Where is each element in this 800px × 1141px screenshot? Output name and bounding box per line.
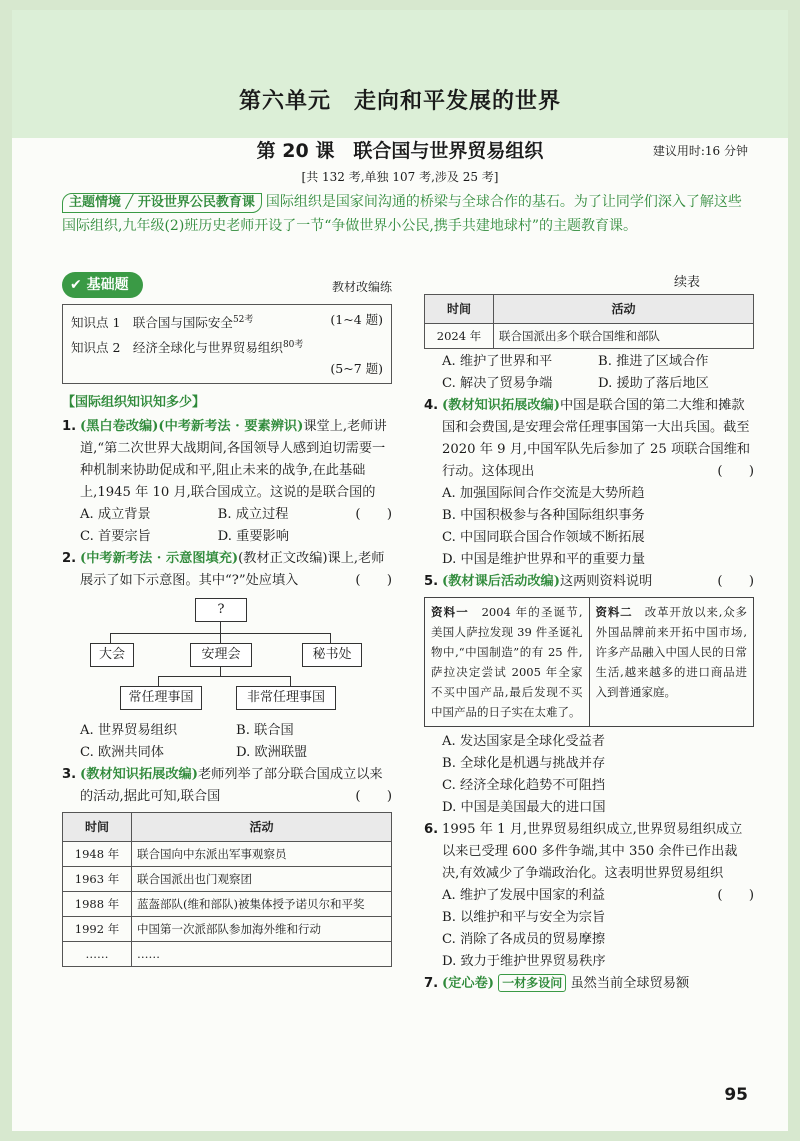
diagram-non-permanent-members: 非常任理事国 <box>236 686 336 710</box>
page-number: 95 <box>724 1085 748 1105</box>
option[interactable]: C. 欧洲共同体 <box>80 745 164 761</box>
option[interactable]: D. 致力于维护世界贸易秩序 <box>442 954 606 969</box>
diagram-general-assembly: 大会 <box>90 643 134 667</box>
section-title: 【国际组织知识知多少】 <box>62 395 206 411</box>
option[interactable]: C. 经济全球化趋势不可阻挡 <box>442 778 606 793</box>
question-6: 6. 1995 年 1 月,世界贸易组织成立,世界贸易组织成立以来已受理 600 多件争端,其中 350 余件已作出裁决,有效减少了争端政治化。这表明世界贸易组织 ( ) <box>424 822 754 903</box>
material-two: 资料二 改革开放以来,众多外国品牌前来开拓中国市场,许多产品融入中国人民的日常生活,越来越多的进口商品进入到普通家庭。 <box>589 598 754 726</box>
option[interactable]: D. 欧洲联盟 <box>236 745 308 761</box>
question-2: 2. (中考新考法 · 示意图填充)(教材正文改编)课上,老师展示了如下示意图。其中“?”处应填入 ( ) <box>62 551 392 589</box>
option[interactable]: D. 中国是美国最大的进口国 <box>442 800 606 815</box>
question-5: 5. (教材课后活动改编)这两则资料说明 ( ) <box>424 574 754 589</box>
option[interactable]: A. 发达国家是全球化受益者 <box>442 734 605 749</box>
table-header-time: 时间 <box>63 813 132 842</box>
diagram-security-council: 安理会 <box>190 643 252 667</box>
option[interactable]: A. 维护了世界和平 <box>442 354 553 369</box>
option[interactable]: B. 联合国 <box>236 723 294 739</box>
table-row: 1988 年 蓝盔部队(维和部队)被集体授予诺贝尔和平奖 <box>63 892 392 917</box>
diagram-permanent-members: 常任理事国 <box>120 686 202 710</box>
basic-badge: ✔ 基础题 <box>62 272 143 298</box>
question-5-options <box>424 731 754 819</box>
theme-context <box>62 190 752 238</box>
un-activities-table <box>62 812 392 967</box>
option[interactable]: C. 中国同联合国合作领域不断拓展 <box>442 530 645 545</box>
material-one: 资料一 2004 年的圣诞节,美国人萨拉发现 39 件圣诞礼物中,“中国制造”的有 25 件,萨拉决定尝试 2005 年全家不买中国产品,最后发现不买中国产品的日子实在太难了。 <box>431 605 583 719</box>
unit-title: 第六单元 走向和平发展的世界 <box>238 89 561 114</box>
knowledge-point-2-range: (5~7 题) <box>330 361 383 377</box>
option[interactable]: C. 解决了贸易争端 <box>442 376 553 391</box>
un-structure-diagram <box>90 598 350 716</box>
question-4: 4. (教材知识拓展改编)中国是联合国的第二大维和摊款国和会费国,是安理会常任理事国第一大出兵国。截至 2020 年 9 月,中国军队先后参加了 25 项联合国维和行动。这体现出 ( ) <box>424 398 754 479</box>
diagram-secretariat: 秘书处 <box>302 643 362 667</box>
question-1: 1. (黑白卷改编)(中考新考法 · 要素辨识)课堂上,老师讲道,“第二次世界大战期间,各国领导人感到迫切需要一种机制来协助促成和平,阻止未来的战争,在此基础上,1945 年 10 月,联合国成立。这说的是联合国的 ( ) <box>62 419 392 523</box>
basic-header <box>62 272 392 300</box>
option[interactable]: B. 中国积极参与各种国际组织事务 <box>442 508 645 523</box>
option[interactable]: D. 重要影响 <box>217 529 289 545</box>
option[interactable]: C. 首要宗旨 <box>80 529 151 545</box>
option[interactable]: A. 成立背景 <box>80 507 151 523</box>
unit-banner <box>12 10 788 138</box>
question-3: 3. (教材知识拓展改编)老师列举了部分联合国成立以来的活动,据此可知,联合国 ( ) <box>62 767 392 805</box>
question-6-options <box>424 885 717 973</box>
basic-note: 教材改编练 <box>331 280 392 294</box>
option[interactable]: D. 中国是维护世界和平的重要力量 <box>442 552 646 567</box>
table-header-activity: 活动 <box>132 813 392 842</box>
table-row: 1948 年 联合国向中东派出军事观察员 <box>63 842 392 867</box>
option[interactable]: B. 以维护和平与安全为宗旨 <box>442 910 606 925</box>
option[interactable]: A. 维护了发展中国家的利益 <box>442 888 605 903</box>
option[interactable]: B. 全球化是机遇与挑战并存 <box>442 756 606 771</box>
question-1-options <box>62 504 355 548</box>
theme-tag: 主题情境 ╱ 开设世界公民教育课 <box>62 193 262 213</box>
knowledge-point-1: 知识点 1 联合国与国际安全$^{52考}$ (1~4 题) <box>71 312 383 331</box>
knowledge-box <box>62 304 392 384</box>
option[interactable]: B. 推进了区域合作 <box>598 354 709 369</box>
exam-stats: [共 132 考,单独 107 考,涉及 25 考] <box>301 170 499 184</box>
table-row: 1963 年 联合国派出也门观察团 <box>63 867 392 892</box>
table-row: 2024 年 联合国派出多个联合国维和部队 <box>425 324 754 349</box>
lesson-title: 第 20 课 联合国与世界贸易组织 <box>256 140 544 162</box>
knowledge-point-2: 知识点 2 经济全球化与世界贸易组织$^{80考}$ <box>71 340 304 356</box>
lesson-header <box>12 136 788 166</box>
question-3-options <box>424 351 754 395</box>
question-2-options <box>62 720 392 764</box>
option[interactable]: A. 加强国际间合作交流是大势所趋 <box>442 486 645 501</box>
theme-text: 国际组织是国家间沟通的桥梁与全球合作的基石。为了让同学们深入了解这些国际组织,九年级(2)班历史老师开设了一节“争做世界小公民,携手共建地球村”的主题教育课。 <box>62 194 742 234</box>
table-continued-label: 续表 <box>673 275 700 290</box>
question-7: 7. (定心卷) 一材多设问 虽然当前全球贸易额 <box>424 976 690 991</box>
option[interactable]: A. 世界贸易组织 <box>80 723 178 739</box>
table-row: …… …… <box>63 942 392 967</box>
right-column <box>424 272 754 995</box>
table-row: 1992 年 中国第一次派部队参加海外维和行动 <box>63 917 392 942</box>
suggested-time: 建议用时:16 分钟 <box>652 144 748 158</box>
option[interactable]: C. 消除了各成员的贸易摩擦 <box>442 932 606 947</box>
option[interactable]: B. 成立过程 <box>217 507 289 523</box>
multi-question-tag: 一材多设问 <box>498 974 566 992</box>
left-column <box>62 272 392 967</box>
question-4-options <box>424 483 754 571</box>
diagram-unknown-box: ? <box>195 598 247 622</box>
materials-box <box>424 597 754 727</box>
textbook-page <box>12 10 788 1131</box>
option[interactable]: D. 援助了落后地区 <box>598 376 709 391</box>
un-activities-table-continued: 时间 活动 2024 年 联合国派出多个联合国维和部队 <box>424 294 754 349</box>
